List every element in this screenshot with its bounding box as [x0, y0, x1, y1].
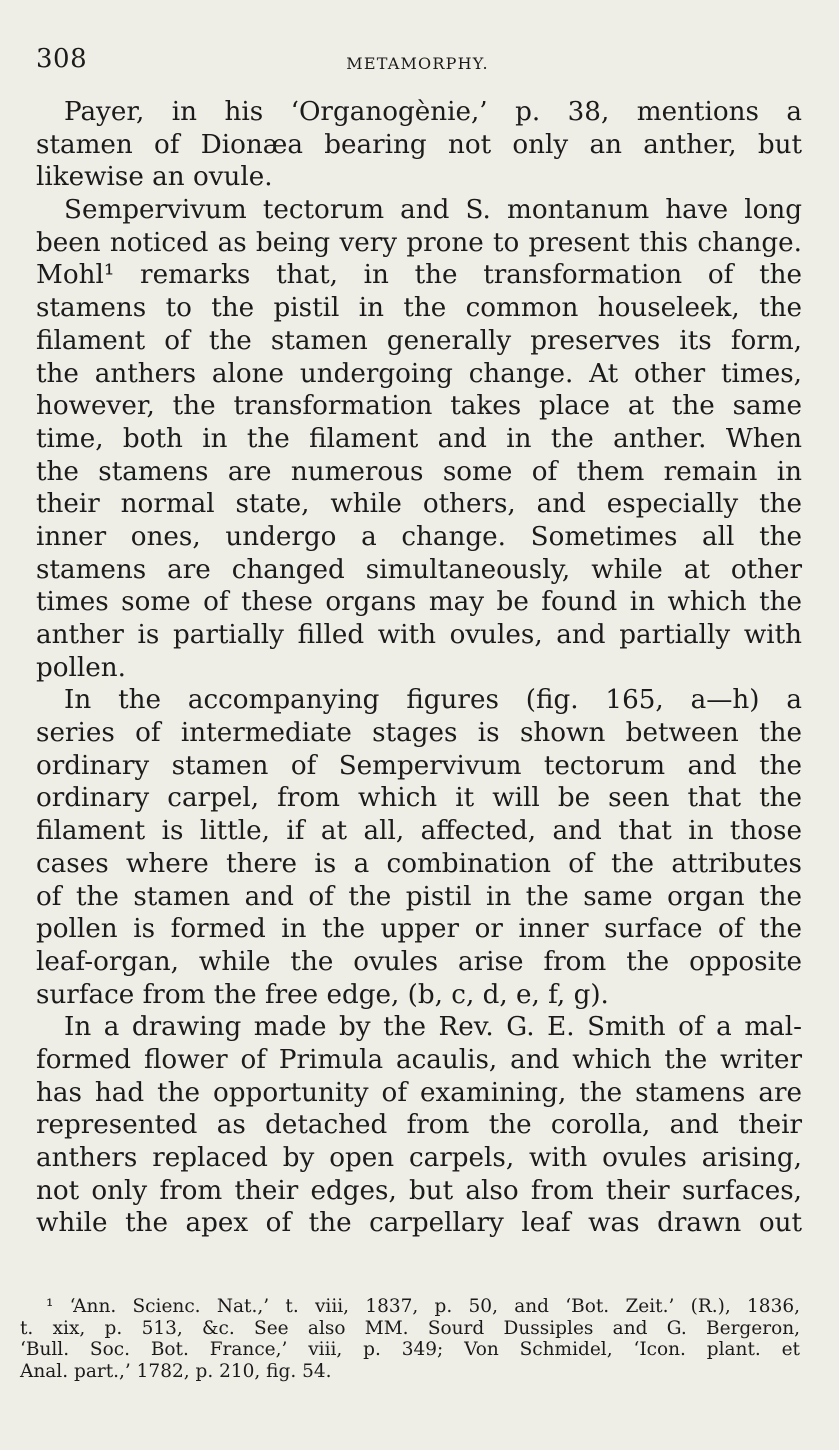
footnotes — [20, 1296, 800, 1382]
text-line: while the apex of the carpellary leaf was drawn out — [36, 1208, 802, 1239]
text-line: ordinary stamen of Sempervivum tectorum and the — [36, 750, 802, 781]
text-line: In the accompanying figures (fig. 165, a—h) a — [64, 685, 802, 716]
footnote-line: Anal. part.,’ 1782, p. 210, fig. 54. — [20, 1360, 332, 1382]
text-line: times some of these organs may be found in which the — [36, 587, 802, 618]
text-line: represented as detached from the corolla, and their — [36, 1110, 802, 1141]
paragraph — [36, 96, 802, 194]
paragraph — [36, 684, 802, 1011]
page-header — [36, 44, 799, 80]
paragraph — [36, 194, 802, 684]
text-line: not only from their edges, but also from their surfaces, — [36, 1175, 802, 1206]
text-line: anther is partially filled with ovules, and partially with — [36, 620, 802, 650]
text-line: anthers replaced by open carpels, with ovules arising, — [36, 1143, 802, 1173]
text-line: cases where there is a combination of the attributes — [36, 848, 802, 879]
text-line: series of intermediate stages is shown between the — [36, 718, 802, 749]
footnote-line: ¹ ‘Ann. Scienc. Nat.,’ t. viii, 1837, p. 50, and ‘Bot. Zeit.’ (R.), 1836, — [46, 1296, 800, 1317]
body-text — [36, 96, 802, 1240]
text-line: however, the transformation takes place at the same — [36, 391, 802, 422]
text-line: inner ones, undergo a change. Sometimes all the — [36, 521, 802, 552]
text-line: stamens to the pistil in the common houseleek, the — [36, 293, 802, 324]
text-line: Sempervivum tectorum and S. montanum have long — [64, 195, 802, 226]
text-line: stamen of Dionæa bearing not only an anther, but — [36, 129, 802, 160]
footnote-line: ‘Bull. Soc. Bot. France,’ viii, p. 349; Von Schmidel, ‘Icon. plant. et — [20, 1339, 800, 1360]
text-line: filament is little, if at all, affected, and that in those — [36, 816, 802, 847]
text-line: has had the opportunity of examining, the stamens are — [36, 1077, 802, 1108]
text-line: of the stamen and of the pistil in the same organ the — [36, 881, 802, 912]
text-line: likewise an ovule. — [36, 162, 273, 193]
text-line: leaf-organ, while the ovules arise from the opposite — [36, 946, 802, 977]
text-line: pollen. — [36, 652, 126, 683]
text-line: the stamens are numerous some of them remain in — [36, 456, 802, 487]
text-line: stamens are changed simultaneously, while at other — [36, 554, 802, 585]
text-line: Mohl¹ remarks that, in the transformation of the — [36, 260, 802, 291]
text-line: surface from the free edge, (b, c, d, e, f, g). — [36, 979, 609, 1010]
running-title: METAMORPHY. — [346, 54, 489, 73]
text-line: In a drawing made by the Rev. G. E. Smith of a mal- — [64, 1012, 802, 1043]
footnote-line: t. xix, p. 513, &c. See also MM. Sourd Dussiples and G. Bergeron, — [20, 1317, 800, 1339]
page-number: 308 — [36, 44, 88, 74]
text-line: formed flower of Primula acaulis, and which the writer — [36, 1044, 802, 1075]
text-line: the anthers alone undergoing change. At other times, — [36, 358, 802, 389]
text-line: time, both in the filament and in the anther. When — [36, 423, 802, 454]
paragraph — [36, 1011, 802, 1240]
text-line: their normal state, while others, and especially the — [36, 489, 802, 520]
text-line: ordinary carpel, from which it will be seen that the — [36, 783, 802, 814]
text-line: pollen is formed in the upper or inner surface of the — [36, 914, 802, 945]
text-line: Payer, in his ‘Organogènie,’ p. 38, mentions a — [64, 97, 802, 127]
text-line: been noticed as being very prone to present this change. — [36, 227, 802, 258]
text-line: filament of the stamen generally preserves its form, — [36, 325, 802, 356]
